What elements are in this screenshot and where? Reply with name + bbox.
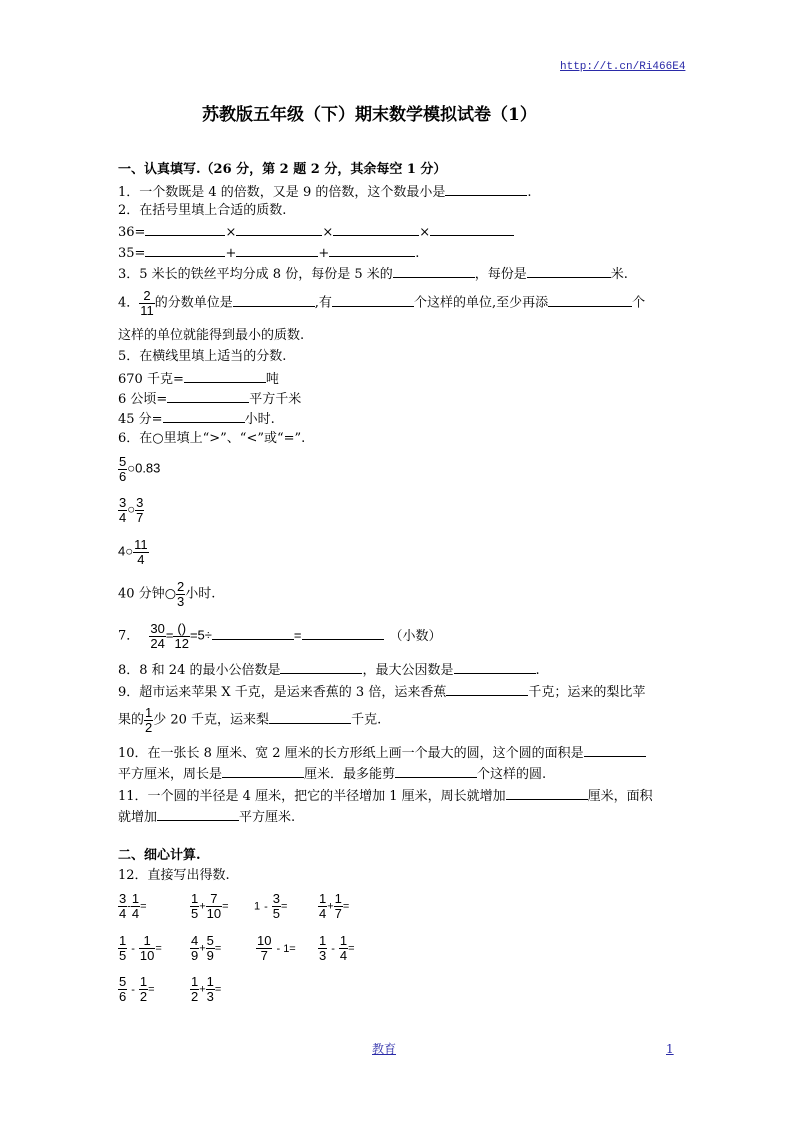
q6-row3	[118, 538, 149, 566]
q5-b-unit: 平方千米	[249, 392, 302, 407]
question-11	[118, 788, 653, 803]
calc-1c	[254, 892, 287, 920]
calc-2c	[256, 934, 296, 962]
fraction: $\frac{1}{4}$	[339, 933, 348, 963]
compare-circle[interactable]: ○	[125, 543, 134, 559]
q6-r4-unit: 小时.	[185, 586, 216, 602]
q6-r2-fraction-right: $\frac{3}{7}$	[136, 495, 144, 525]
q10-blank-3[interactable]	[395, 766, 477, 778]
fraction: $\frac{5}{6}$	[119, 974, 127, 1004]
q4-number: 4．	[118, 295, 140, 311]
question-7	[118, 622, 442, 650]
question-6: 6．在○里填上“>”、“<”或“=”.	[118, 431, 306, 446]
q2-35-label: 35=	[118, 246, 146, 261]
fraction: $\frac{3}{5}$	[272, 891, 281, 921]
minus-sign: -	[131, 942, 135, 955]
q2-blank-3[interactable]	[333, 224, 419, 236]
q5-c-label: 45 分=	[118, 412, 163, 427]
q5-c	[118, 411, 275, 426]
compare-circle[interactable]: ○	[164, 586, 177, 602]
q9-text-b: 千克；运来的梨比苹	[528, 685, 646, 700]
q4-blank-2[interactable]	[332, 295, 414, 307]
q10-blank-1[interactable]	[584, 745, 646, 757]
q8-text-b: ，最大公因数是	[362, 663, 454, 678]
q7-note: （小数）	[389, 628, 442, 644]
equals-sign: =	[293, 627, 302, 643]
equals-sign: =	[222, 900, 229, 913]
q8-blank-1[interactable]	[280, 662, 362, 674]
q1-end: .	[527, 185, 532, 200]
question-10	[118, 745, 646, 760]
q10-end: 个这样的圆.	[477, 767, 547, 782]
question-12: 12．直接写出得数.	[118, 868, 230, 883]
minus-sign: -	[264, 900, 268, 913]
q5-a	[118, 371, 279, 386]
question-2: 2．在括号里填上合适的质数.	[118, 203, 287, 218]
q7-blank-1[interactable]	[212, 628, 294, 640]
q1-blank[interactable]	[445, 184, 527, 196]
fraction: $\frac{1}{5}$	[191, 891, 199, 921]
q9-line2	[118, 706, 381, 734]
q6-r3-value: 4	[118, 543, 126, 559]
q5-a-unit: 吨	[265, 372, 279, 387]
times-symbol: ×	[322, 225, 334, 240]
page-number: 1	[666, 1042, 674, 1056]
q3-blank-1[interactable]	[393, 266, 475, 278]
equals-sign: =	[214, 942, 222, 955]
fraction: $\frac{1}{3}$	[319, 933, 327, 963]
q4-blank-3[interactable]	[548, 295, 632, 307]
q5-blank-1[interactable]	[184, 371, 266, 383]
plus-sign: +	[199, 942, 206, 955]
q4-line2: 这样的单位就能得到最小的质数.	[118, 328, 305, 343]
fraction: $\frac{1}{5}$	[119, 933, 127, 963]
calc-3b	[190, 975, 221, 1003]
question-3	[118, 266, 628, 281]
q10-line2	[118, 766, 546, 781]
calc-2a	[118, 934, 162, 962]
equals-sign: =	[155, 942, 162, 955]
q2-blank-2[interactable]	[236, 224, 322, 236]
question-4	[118, 289, 645, 317]
equals-sign: =	[214, 983, 222, 996]
q4-text-b: ,有	[314, 295, 332, 311]
q3-text-c: 米.	[610, 267, 628, 282]
q6-r4-label: 40 分钟	[118, 586, 165, 602]
fraction: $\frac{1}{3}$	[206, 974, 214, 1004]
plus-sign: +	[327, 900, 334, 913]
fraction: $\frac{4}{9}$	[191, 933, 199, 963]
question-1	[118, 184, 531, 199]
q2-blank-4[interactable]	[430, 224, 514, 236]
fraction: $\frac{3}{4}$	[119, 891, 127, 921]
q2-line1	[118, 224, 514, 239]
q7-fraction-2: $\frac{()}{12}$	[174, 621, 189, 651]
equals-sign: =	[165, 627, 174, 643]
q2-36-label: 36=	[118, 225, 146, 240]
fraction: $\frac{7}{10}$	[206, 891, 222, 921]
fraction: $\frac{1}{10}$	[139, 933, 155, 963]
fraction: $\frac{1}{4}$	[319, 891, 327, 921]
q6-r1-value: 0.83	[135, 460, 161, 476]
q3-text-a: 3．5 米长的铁丝平均分成 8 份，每份是 5 米的	[118, 267, 393, 282]
q4-text-a: 的分数单位是	[154, 295, 233, 311]
q11-end: 平方厘米.	[239, 810, 296, 825]
equals-sign: =	[348, 942, 355, 955]
q2-blank-6[interactable]	[236, 245, 318, 257]
q9-text-c: 果的	[118, 712, 145, 728]
times-symbol: ×	[419, 225, 431, 240]
plus-symbol: +	[318, 246, 330, 261]
minus-one-equals: - 1=	[276, 942, 296, 955]
q11-line2	[118, 809, 295, 824]
compare-circle[interactable]: ○	[127, 460, 136, 476]
fraction: $\frac{1}{7}$	[334, 891, 342, 921]
q11-text-a: 11．一个圆的半径是 4 厘米，把它的半径增加 1 厘米，周长就增加	[118, 789, 506, 804]
equals-sign: =	[342, 900, 350, 913]
q2-blank-7[interactable]	[329, 245, 415, 257]
q2-blank-5[interactable]	[145, 245, 225, 257]
page-title: 苏教版五年级（下）期末数学模拟试卷（1）	[202, 105, 537, 125]
q5-b-label: 6 公顷=	[118, 392, 168, 407]
q11-text-b: 厘米，面积	[587, 789, 653, 804]
q8-text-a: 8．8 和 24 的最小公倍数是	[118, 663, 281, 678]
q9-end: 千克.	[351, 712, 382, 728]
q10-text-c: 厘米．最多能剪	[304, 767, 396, 782]
question-5: 5．在横线里填上适当的分数.	[118, 349, 287, 364]
times-symbol: ×	[225, 225, 237, 240]
fraction: $\frac{1}{2}$	[139, 974, 148, 1004]
fraction: $\frac{10}{7}$	[257, 933, 272, 963]
q8-end: .	[535, 663, 540, 678]
calc-2d	[318, 934, 355, 962]
footer-link[interactable]: 教育	[372, 1042, 397, 1056]
plus-sign: +	[199, 900, 206, 913]
calc-2b	[190, 934, 221, 962]
calc-3a	[118, 975, 155, 1003]
calc-1d	[318, 892, 349, 920]
compare-circle[interactable]: ○	[127, 501, 136, 517]
q7-blank-2[interactable]	[302, 628, 384, 640]
q9-blank-1[interactable]	[446, 684, 528, 696]
q7-number: 7．	[118, 628, 140, 644]
q2-end: .	[415, 246, 420, 261]
plus-sign: +	[199, 983, 206, 996]
q6-r2-fraction-left: $\frac{3}{4}$	[119, 495, 127, 525]
equals-sign: =	[140, 900, 147, 913]
q4-text-c: 个这样的单位,至少再添	[413, 295, 549, 311]
q6-r1-fraction: $\frac{5}{6}$	[119, 454, 127, 484]
q6-row1	[118, 455, 160, 483]
q9-blank-2[interactable]	[269, 712, 351, 724]
plus-symbol: +	[225, 246, 237, 261]
q10-blank-2[interactable]	[222, 766, 304, 778]
q4-fraction: $\frac{2}{11}$	[140, 288, 154, 318]
q6-row2	[118, 496, 144, 524]
question-9	[118, 684, 645, 699]
q4-text-d: 个	[632, 295, 646, 311]
minus-sign: -	[127, 900, 131, 913]
q5-blank-3[interactable]	[163, 411, 245, 423]
q11-blank-2[interactable]	[157, 809, 239, 821]
number-one: 1	[254, 900, 261, 913]
q9-fraction: $\frac{1}{2}$	[145, 705, 153, 735]
q6-r3-fraction: $\frac{11}{4}$	[134, 537, 148, 567]
q10-text-a: 10．在一张长 8 厘米、宽 2 厘米的长方形纸上画一个最大的圆，这个圆的面积是	[118, 746, 584, 761]
q8-blank-2[interactable]	[454, 662, 536, 674]
fraction: $\frac{1}{2}$	[191, 974, 199, 1004]
section1-heading: 一、认真填写.（26 分，第 2 题 2 分，其余每空 1 分）	[118, 162, 447, 177]
q5-b	[118, 391, 301, 406]
q1-text: 1．一个数既是 4 的倍数，又是 9 的倍数，这个数最小是	[118, 185, 446, 200]
q6-r4-fraction: $\frac{2}{3}$	[177, 579, 185, 609]
calc-1a	[118, 892, 147, 920]
q11-blank-1[interactable]	[506, 788, 588, 800]
q2-blank-1[interactable]	[145, 224, 225, 236]
calc-1b	[190, 892, 229, 920]
q5-blank-2[interactable]	[167, 391, 249, 403]
section2-heading: 二、细心计算.	[118, 848, 201, 863]
q7-division: =5÷	[189, 627, 212, 643]
q10-text-b: 平方厘米，周长是	[118, 767, 223, 782]
q2-line2	[118, 245, 419, 260]
q6-row4	[118, 580, 215, 608]
fraction: $\frac{5}{9}$	[206, 933, 214, 963]
q4-blank-1[interactable]	[233, 295, 315, 307]
q9-text-e: 少 20 千克，运来梨	[153, 712, 270, 728]
equals-sign: =	[148, 983, 155, 996]
equals-sign: =	[281, 900, 288, 913]
fraction: $\frac{1}{4}$	[131, 891, 140, 921]
q3-text-b: ，每份是	[474, 267, 527, 282]
minus-sign: -	[331, 942, 335, 955]
q11-text-c: 就增加	[118, 810, 158, 825]
minus-sign: -	[131, 983, 135, 996]
q3-blank-2[interactable]	[527, 266, 611, 278]
question-8	[118, 662, 540, 677]
q5-a-label: 670 千克=	[118, 372, 184, 387]
q9-text-a: 9．超市运来苹果 X 千克，是运来香蕉的 3 倍，运来香蕉	[118, 685, 447, 700]
q7-fraction-1: $\frac{30}{24}$	[150, 621, 165, 651]
header-url-link[interactable]: http://t.cn/Ri466E4	[560, 61, 686, 73]
q5-c-unit: 小时.	[244, 412, 275, 427]
